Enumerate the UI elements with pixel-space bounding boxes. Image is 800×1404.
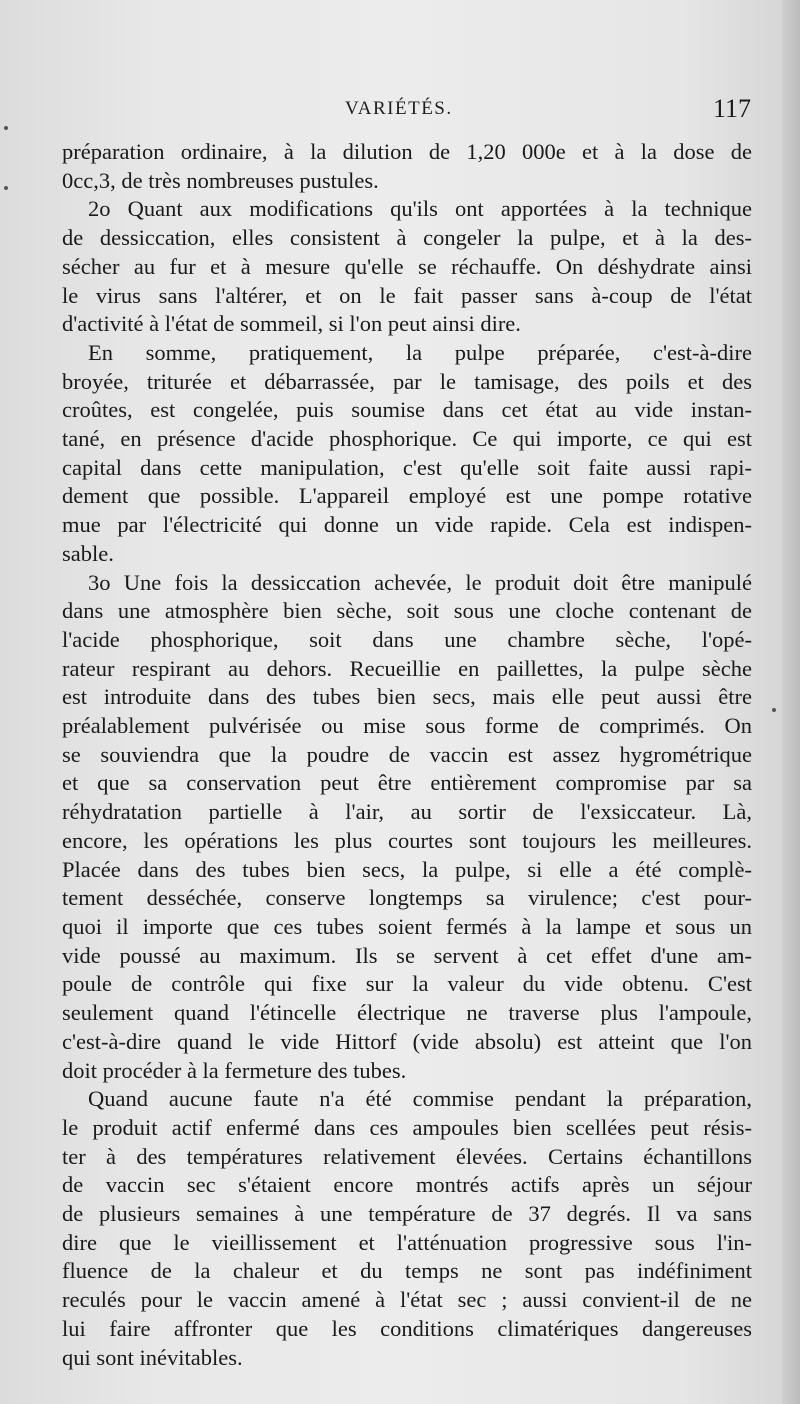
text-line: de dessiccation, elles consistent à congeler la pulpe, et à la des- xyxy=(62,225,752,251)
body-text xyxy=(62,138,752,1372)
page-number: 117 xyxy=(713,94,752,123)
text-line: broyée, triturée et débarrassée, par le tamisage, des poils et des xyxy=(62,368,752,394)
text-line: tement desséchée, conserve longtemps sa virulence; c'est pour- xyxy=(62,885,752,911)
text-line: dans une atmosphère bien sèche, soit sous une cloche contenant de xyxy=(62,598,752,624)
text-line: reculés pour le vaccin amené à l'état sec ; aussi convient-il de ne xyxy=(62,1287,752,1313)
paragraph xyxy=(62,138,752,195)
text-line: 3o Une fois la dessiccation achevée, le produit doit être manipulé xyxy=(88,569,752,595)
text-line: l'acide phosphorique, soit dans une chambre sèche, l'opé- xyxy=(62,626,752,652)
text-line: préparation ordinaire, à la dilution de 1,20 000e et à la dose de xyxy=(62,139,752,164)
text-line: de plusieurs semaines à une température de 37 degrés. Il va sans xyxy=(62,1201,752,1227)
text-line: quoi il importe que ces tubes soient fermés à la lampe et sous un xyxy=(62,913,752,939)
text-line: se souviendra que la poudre de vaccin est assez hygrométrique xyxy=(62,741,752,767)
text-line: dire que le vieillissement et l'atténuation progressive sous l'in- xyxy=(62,1229,752,1255)
text-line: 2o Quant aux modifications qu'ils ont apportées à la technique xyxy=(88,196,752,222)
page-edge-shadow xyxy=(782,0,800,1404)
text-line: doit procéder à la fermeture des tubes. xyxy=(62,1057,407,1083)
text-line: qui sont inévitables. xyxy=(62,1344,243,1370)
text-line: rateur respirant au dehors. Recueillie en paillettes, la pulpe sèche xyxy=(62,655,752,681)
text-line: Quand aucune faute n'a été commise pendant la préparation, xyxy=(88,1086,752,1112)
text-line: 0cc,3, de très nombreuses pustules. xyxy=(62,167,379,193)
text-line: le produit actif enfermé dans ces ampoules bien scellées peut résis- xyxy=(62,1114,752,1140)
text-line: poule de contrôle qui fixe sur la valeur du vide obtenu. C'est xyxy=(62,971,752,997)
text-line: seulement quand l'étincelle électrique ne traverse plus l'ampoule, xyxy=(62,1000,752,1026)
text-line: de vaccin sec s'étaient encore montrés actifs après un séjour xyxy=(62,1172,752,1198)
text-line: ter à des températures relativement élevées. Certains échantillons xyxy=(62,1143,752,1169)
margin-speck xyxy=(4,126,8,130)
text-line: c'est-à-dire quand le vide Hittorf (vide absolu) est atteint que l'on xyxy=(62,1028,752,1054)
text-line: croûtes, est congelée, puis soumise dans cet état au vide instan- xyxy=(62,397,752,423)
text-line: est introduite dans des tubes bien secs, mais elle peut aussi être xyxy=(62,684,752,710)
text-line: fluence de la chaleur et du temps ne sont pas indéfiniment xyxy=(62,1258,752,1284)
text-line: capital dans cette manipulation, c'est qu'elle soit faite aussi rapi- xyxy=(62,454,752,480)
paragraph xyxy=(62,569,752,1086)
text-line: Placée dans des tubes bien secs, la pulpe, si elle a été complè- xyxy=(62,856,752,882)
text-line: sécher au fur et à mesure qu'elle se réchauffe. On déshydrate ainsi xyxy=(62,253,752,279)
margin-speck xyxy=(4,186,8,190)
text-line: En somme, pratiquement, la pulpe préparée, c'est-à-dire xyxy=(88,339,752,365)
running-head xyxy=(0,96,800,126)
text-line: lui faire affronter que les conditions climatériques dangereuses xyxy=(62,1315,752,1341)
text-line: le virus sans l'altérer, et on le fait passer sans à-coup de l'état xyxy=(62,282,752,308)
text-line: mue par l'électricité qui donne un vide rapide. Cela est indispen- xyxy=(62,512,752,538)
paragraph xyxy=(62,195,752,339)
text-line: tané, en présence d'acide phosphorique. Ce qui importe, ce qui est xyxy=(62,426,752,452)
paragraph xyxy=(62,339,752,569)
paragraph xyxy=(62,1085,752,1372)
running-head-title: VARIÉTÉS. xyxy=(345,98,453,119)
text-line: sable. xyxy=(62,540,114,566)
text-line: préalablement pulvérisée ou mise sous forme de comprimés. On xyxy=(62,713,752,739)
text-line: encore, les opérations les plus courtes sont toujours les meilleures. xyxy=(62,827,752,853)
text-line: dement que possible. L'appareil employé est une pompe rotative xyxy=(62,483,752,509)
text-line: vide poussé au maximum. Ils se servent à cet effet d'une am- xyxy=(62,942,752,968)
text-line: et que sa conservation peut être entièrement compromise par sa xyxy=(62,770,752,796)
text-line: réhydratation partielle à l'air, au sortir de l'exsiccateur. Là, xyxy=(62,799,752,825)
text-line: d'activité à l'état de sommeil, si l'on peut ainsi dire. xyxy=(62,311,521,337)
margin-speck xyxy=(772,708,776,712)
